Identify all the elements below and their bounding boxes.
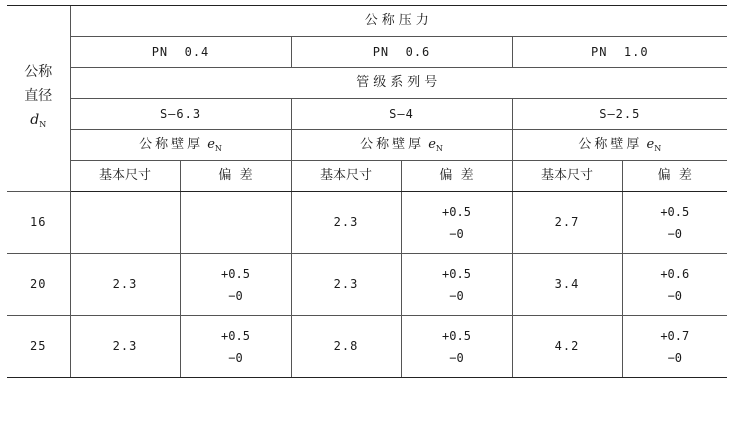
deviation-header-1: 偏 差 [180, 161, 291, 192]
row-dn: 25 [7, 316, 70, 378]
deviation-cell: +0.5 −0 [180, 316, 291, 378]
base-size-cell: 4.2 [512, 316, 622, 378]
deviation-cell: +0.5 −0 [401, 192, 512, 254]
base-size-cell: 2.7 [512, 192, 622, 254]
nominal-diameter-label-line1: 公称 [24, 64, 53, 80]
base-size-cell: 2.8 [291, 316, 401, 378]
deviation-header-3: 偏 差 [622, 161, 727, 192]
base-size-cell: 2.3 [70, 254, 180, 316]
table-row [7, 192, 727, 254]
deviation-header-2: 偏 差 [401, 161, 512, 192]
base-size-header-1: 基本尺寸 [70, 161, 180, 192]
table-row [7, 316, 727, 378]
nominal-diameter-header [7, 6, 70, 192]
pressure-pn-1-0: PN 1.0 [512, 37, 727, 68]
pressure-pn-0-4: PN 0.4 [70, 37, 291, 68]
deviation-cell: +0.6 −0 [622, 254, 727, 316]
wall-thickness-header-2: 公称壁厚 $e_N$ [291, 130, 512, 161]
nominal-diameter-symbol: $d_N$ [30, 112, 47, 129]
series-s-4: S—4 [291, 99, 512, 130]
wall-thickness-header-1: 公称壁厚 $e_N$ [70, 130, 291, 161]
base-size-cell: 2.3 [70, 316, 180, 378]
base-size-header-2: 基本尺寸 [291, 161, 401, 192]
nominal-diameter-label-line2: 直径 [24, 88, 53, 104]
base-size-cell: 3.4 [512, 254, 622, 316]
row-dn: 16 [7, 192, 70, 254]
pipe-wall-thickness-table [7, 5, 727, 378]
deviation-cell: +0.7 −0 [622, 316, 727, 378]
deviation-cell: +0.5 −0 [401, 316, 512, 378]
deviation-cell: +0.5 −0 [180, 254, 291, 316]
pipe-series-title: 管级系列号 [70, 68, 727, 99]
deviation-cell: +0.5 −0 [401, 254, 512, 316]
pressure-pn-0-6: PN 0.6 [291, 37, 512, 68]
base-size-header-3: 基本尺寸 [512, 161, 622, 192]
deviation-cell: +0.5 −0 [622, 192, 727, 254]
series-s-6-3: S—6.3 [70, 99, 291, 130]
base-size-cell: 2.3 [291, 254, 401, 316]
table-row [7, 254, 727, 316]
row-dn: 20 [7, 254, 70, 316]
wall-thickness-header-3: 公称壁厚 $e_N$ [512, 130, 727, 161]
base-size-cell [70, 192, 180, 254]
base-size-cell: 2.3 [291, 192, 401, 254]
series-s-2-5: S—2.5 [512, 99, 727, 130]
deviation-cell [180, 192, 291, 254]
nominal-pressure-title: 公称压力 [70, 6, 727, 37]
